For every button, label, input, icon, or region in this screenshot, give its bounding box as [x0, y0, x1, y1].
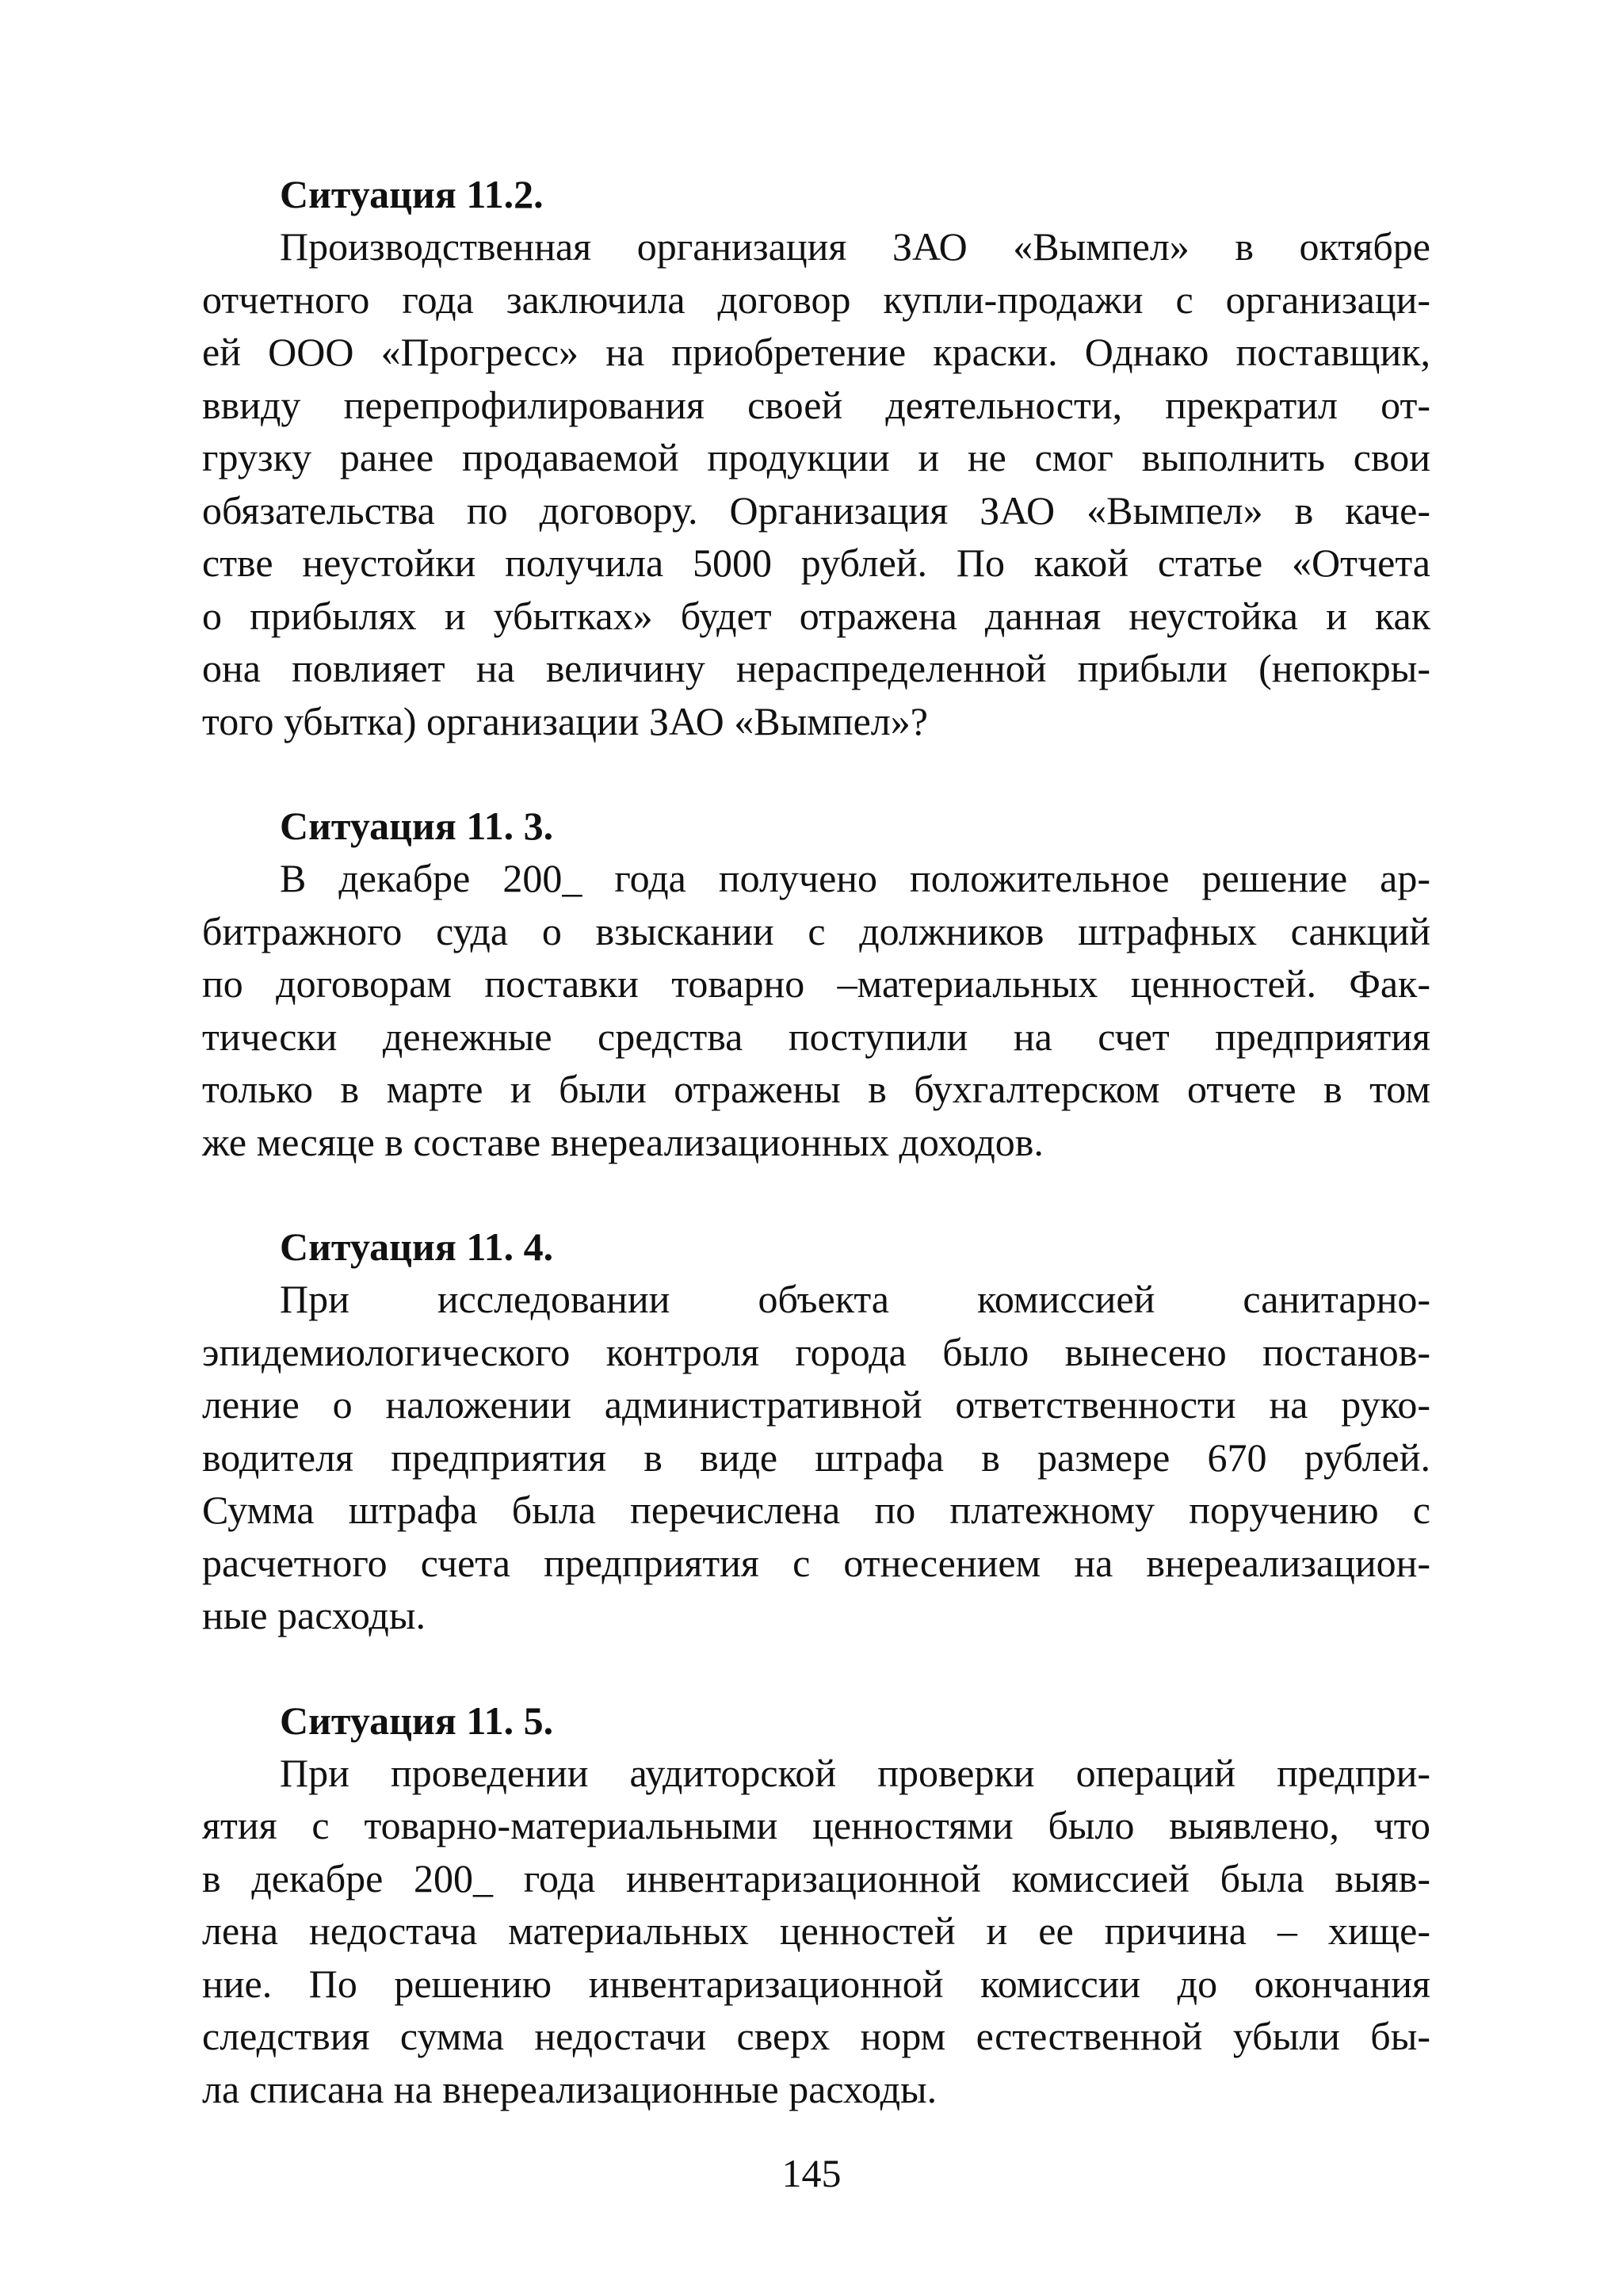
text-line: При проведении аудиторской проверки операций предпри-: [280, 1750, 1430, 1795]
text-line: Сумма штрафа была перечислена по платежному поручению с: [202, 1488, 1430, 1532]
text-line: в декабре 200_ года инвентаризационной комиссией была выяв-: [202, 1855, 1430, 1901]
text-line: битражного суда о взыскании с должников штрафных санкций: [202, 908, 1430, 953]
text-line: отчетного года заключила договор купли-продажи с организаци-: [202, 277, 1430, 322]
section-paragraph: [202, 852, 1430, 1168]
section-paragraph: [202, 220, 1430, 747]
text-line: стве неустойки получила 5000 рублей. По какой статье «Отчета: [202, 541, 1430, 585]
text-line: ление о наложении административной ответственности на руко-: [202, 1382, 1430, 1427]
section-heading: Ситуация 11. 3.: [280, 804, 554, 848]
situation-11-3: [202, 800, 1430, 1168]
text-line: ей ООО «Прогресс» на приобретение краски. Однако поставщик,: [202, 330, 1430, 374]
text-line: лена недостача материальных ценностей и ее причина – хище-: [202, 1908, 1430, 1953]
text-line: ятия с товарно-материальными ценностями было выявлено, что: [202, 1803, 1430, 1847]
page-body: [202, 168, 1430, 2168]
text-line: ввиду перепрофилирования своей деятельности, прекратил от-: [202, 382, 1430, 427]
text-line: В декабре 200_ года получено положительное решение ар-: [280, 856, 1430, 900]
text-line: следствия сумма недостачи сверх норм естественной убыли бы-: [202, 2014, 1430, 2058]
page-number: 145: [781, 2151, 842, 2195]
text-line: только в марте и были отражены в бухгалтерском отчете в том: [202, 1067, 1430, 1111]
text-line: ла списана на внереализационные расходы.: [202, 2066, 938, 2111]
text-line: Производственная организация ЗАО «Вымпел» в октябре: [280, 224, 1430, 269]
text-line: ние. По решению инвентаризационной комиссии до окончания: [202, 1961, 1430, 2006]
text-line: эпидемиологического контроля города было вынесено постанов-: [202, 1329, 1430, 1374]
text-line: ные расходы.: [202, 1593, 426, 1637]
text-line: тически денежные средства поступили на счет предприятия: [202, 1014, 1430, 1059]
section-heading: Ситуация 11.2.: [280, 172, 544, 216]
text-line: она повлияет на величину нераспределенной прибыли (непокры-: [202, 646, 1430, 690]
text-line: того убытка) организации ЗАО «Вымпел»?: [202, 698, 928, 743]
section-paragraph: [202, 1747, 1430, 2116]
situation-11-5: [202, 1694, 1430, 2116]
text-line: При исследовании объекта комиссией санитарно-: [280, 1277, 1430, 1321]
section-heading: Ситуация 11. 5.: [280, 1698, 554, 1743]
text-line: по договорам поставки товарно –материальных ценностей. Фак-: [202, 961, 1430, 1006]
text-line: расчетного счета предприятия с отнесением на внереализацион-: [202, 1540, 1430, 1585]
situation-11-2: [202, 168, 1430, 747]
section-paragraph: [202, 1273, 1430, 1642]
text-line: о прибылях и убытках» будет отражена данная неустойка и как: [202, 593, 1430, 638]
text-line: грузку ранее продаваемой продукции и не смог выполнить свои: [202, 435, 1430, 479]
text-line: обязательства по договору. Организация ЗАО «Вымпел» в каче-: [202, 487, 1430, 533]
situation-11-4: [202, 1221, 1430, 1642]
text-line: же месяце в составе внереализационных доходов.: [202, 1119, 1044, 1164]
text-line: водителя предприятия в виде штрафа в размере 670 рублей.: [202, 1435, 1430, 1480]
section-heading: Ситуация 11. 4.: [280, 1224, 554, 1269]
